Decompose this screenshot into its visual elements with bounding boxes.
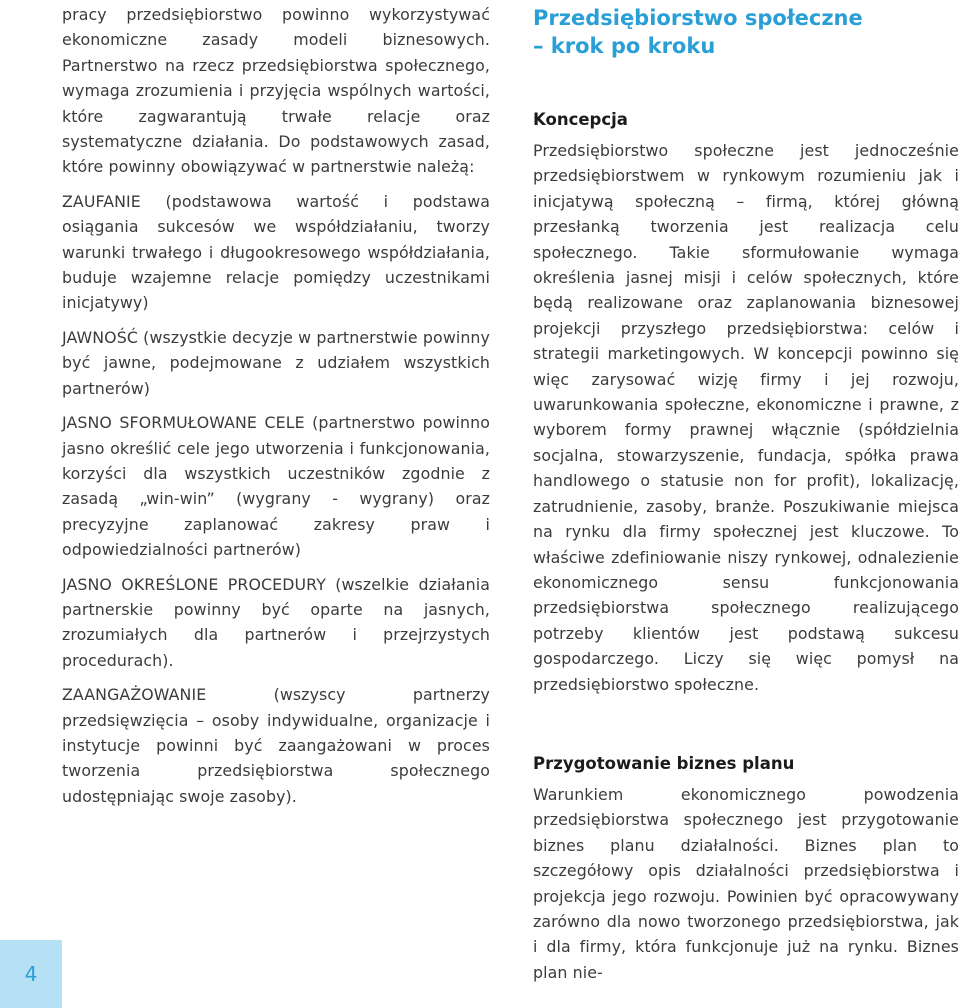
principle-clear-procedures: JASNO OKREŚLONE PROCEDURY (wszelkie działania partnerskie powinny być oparte na jasnych, zrozumiałych dla partnerów i przejrzystych procedurach). [62, 574, 490, 670]
section-heading-biznes-plan: Przygotowanie biznes planu [533, 753, 795, 773]
page-number: 4 [0, 940, 62, 1008]
section-text-biznes-plan: Warunkiem ekonomicznego powodzenia przedsiębiorstwa społecznego jest przygotowanie biznes planu działalności. Biznes plan to szczegółowy opis działalności przedsiębiorstwa i projekcja jego rozwoju. Powinien być opracowywany zarówno dla nowo tworzonego przedsiębiorstwa, jak i dla firmy, która funkcjonuje już na rynku. Biznes plan nie- [533, 784, 959, 982]
page-title-line1: Przedsiębiorstwo społeczne [533, 6, 863, 30]
left-column [62, 0, 490, 809]
principle-engagement: ZAANGAŻOWANIE (wszyscy partnerzy przedsięwzięcia – osoby indywidualne, organizacje i instytucje powinni być zaangażowani w proces tworzenia przedsiębiorstwa społecznego udostępniając swoje zasoby). [62, 685, 490, 806]
page-title-line2: – krok po kroku [533, 34, 716, 58]
principle-trust: ZAUFANIE (podstawowa wartość i podstawa osiągania sukcesów we współdziałaniu, tworzy warunki trwałego i długookresowego współdziałania, buduje wzajemne relacje pomiędzy uczestnikami inicjatywy) [62, 191, 490, 313]
section-heading-koncepcja: Koncepcja [533, 110, 628, 129]
page-title [533, 4, 959, 60]
section-text-koncepcja: Przedsiębiorstwo społeczne jest jednocześnie przedsiębiorstwem w rynkowym rozumieniu jak i inicjatywą społeczną – firmą, której główną przesłanką tworzenia jest realizacja celu społecznego. Takie sformułowanie wymaga określenia jasnej misji i celów społecznych, które będą realizowane oraz zaplanowania biznesowej projekcji przyszłego przedsiębiorstwa: celów i strategii marketingowych. W koncepcji powinno się więc zarysować wizję firmy i jej rozwoju, uwarunkowania społeczne, ekonomiczne i prawne, z wyborem formy prawnej włącznie (spółdzielnia socjalna, stowarzyszenie, fundacja, spółka prawa handlowego o statusie non for profit), lokalizację, zatrudnienie, zasoby, branże. Poszukiwanie miejsca na rynku dla firmy społecznej jest kluczowe. To właściwe zdefiniowanie niszy rynkowej, odnalezienie ekonomicznego sensu funkcjonowania przedsiębiorstwa społecznego realizującego potrzeby klientów jest podstawą sukcesu gospodarczego. Liczy się więc pomysł na przedsiębiorstwo społeczne. [533, 141, 959, 694]
principle-clear-goals: JASNO SFORMUŁOWANE CELE (partnerstwo powinno jasno określić cele jego utworzenia i funkcjonowania, korzyści dla wszystkich uczestników zgodnie z zasadą „win-win” (wygrany - wygrany) oraz precyzyjne zaplanować zakresy praw i odpowiedzialności partnerów) [62, 413, 490, 560]
right-column [533, 0, 959, 985]
principle-transparency: JAWNOŚĆ (wszystkie decyzje w partnerstwie powinny być jawne, podejmowane z udziałem wszystkich partnerów) [62, 327, 490, 398]
intro-paragraph: pracy przedsiębiorstwo powinno wykorzystywać ekonomiczne zasady modeli biznesowych. Partnerstwo na rzecz przedsiębiorstwa społecznego, wymaga zrozumienia i przyjęcia wspólnych wartości, które zagwarantują trwałe relacje oraz systematyczne działania. Do podstawowych zasad, które powinny obowiązywać w partnerstwie należą: [62, 5, 490, 177]
